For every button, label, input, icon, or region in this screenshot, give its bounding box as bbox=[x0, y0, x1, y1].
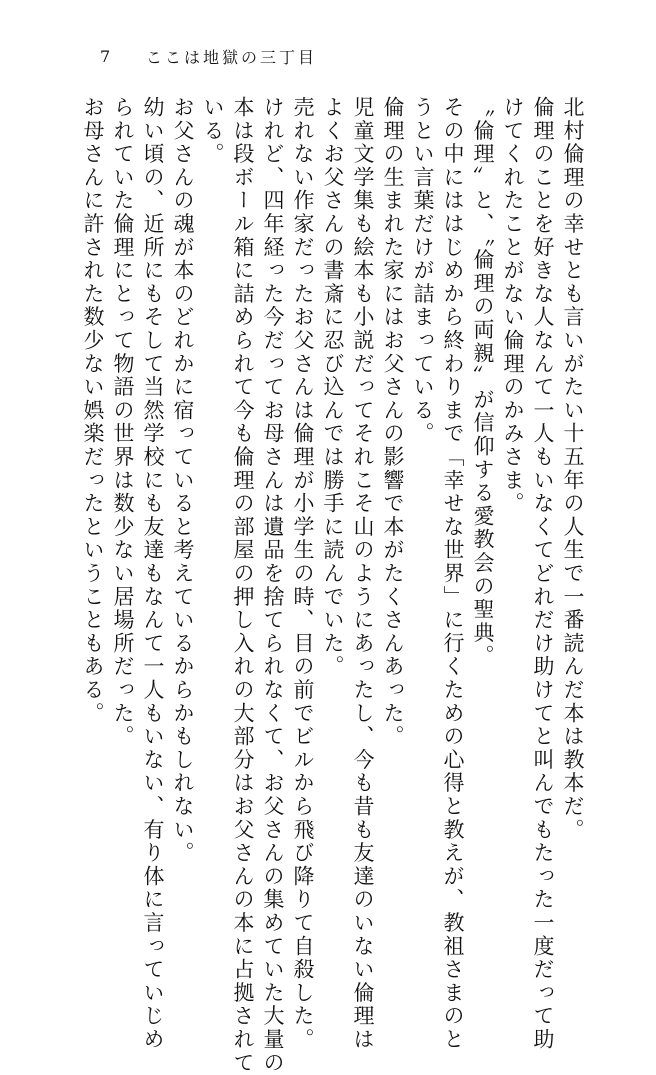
text-line: お父さんの魂が本のどれかに宿っていると考えているからかもしれない。 bbox=[171, 96, 195, 865]
text-line: 本は段ボール箱に詰められて今も倫理の部屋の押し入れの大部分はお父さんの本に占拠されて bbox=[231, 96, 255, 1075]
text-line: けてくれたことがない倫理のかみさま。 bbox=[501, 96, 525, 516]
text-line: お母さんに許された数少ない娯楽だったということもある。 bbox=[81, 96, 105, 726]
text-line: よくお父さんの書斎に忍び込んでは勝手に読んでいた。 bbox=[321, 96, 345, 679]
text-line: 北村倫理の幸せとも言いがたい十五年の人生で一番読んだ本は教本だ。 bbox=[561, 96, 585, 842]
text-line: 倫理のことを好きな人なんて一人もいなくてどれだけ助けてと叫んでもたった一度だって助 bbox=[531, 96, 555, 1052]
text-line: 児童文学集も絵本も小説だってそれこそ山のようにあったし、今も昔も友達のいない倫理は bbox=[351, 96, 375, 1052]
text-line: 〝倫理〟と、〝倫理の両親〟が信仰する愛教会の聖典。 bbox=[471, 96, 495, 668]
text-line: けれど、四年経った今だってお母さんは遺品を捨てられなくて、お父さんの集めていた大量の bbox=[261, 96, 285, 1075]
text-line: いる。 bbox=[201, 96, 225, 166]
page-number: 7 bbox=[100, 46, 112, 66]
text-line: 幼い頃の、近所にもそして当然学校にも友達もなんて一人もいない、有り体に言っていじめ bbox=[141, 96, 165, 1052]
vertical-body-text bbox=[81, 96, 588, 1075]
text-line: 倫理の生まれた家にはお父さんの影響で本がたくさんあった。 bbox=[381, 96, 405, 749]
text-line: られていた倫理にとって物語の世界は数少ない居場所だった。 bbox=[111, 96, 135, 749]
running-title: ここは地獄の三丁目 bbox=[146, 47, 318, 67]
text-line: うとい言葉だけが詰まっている。 bbox=[411, 96, 435, 446]
text-line: その中にははじめから終わりまで「幸せな世界」に行くための心得と教えが、教祖さまのと bbox=[441, 96, 465, 1052]
page-header bbox=[100, 44, 317, 68]
text-line: 売れない作家だったお父さんは倫理が小学生の時、目の前でビルから飛び降りて自殺した。 bbox=[291, 96, 315, 1052]
